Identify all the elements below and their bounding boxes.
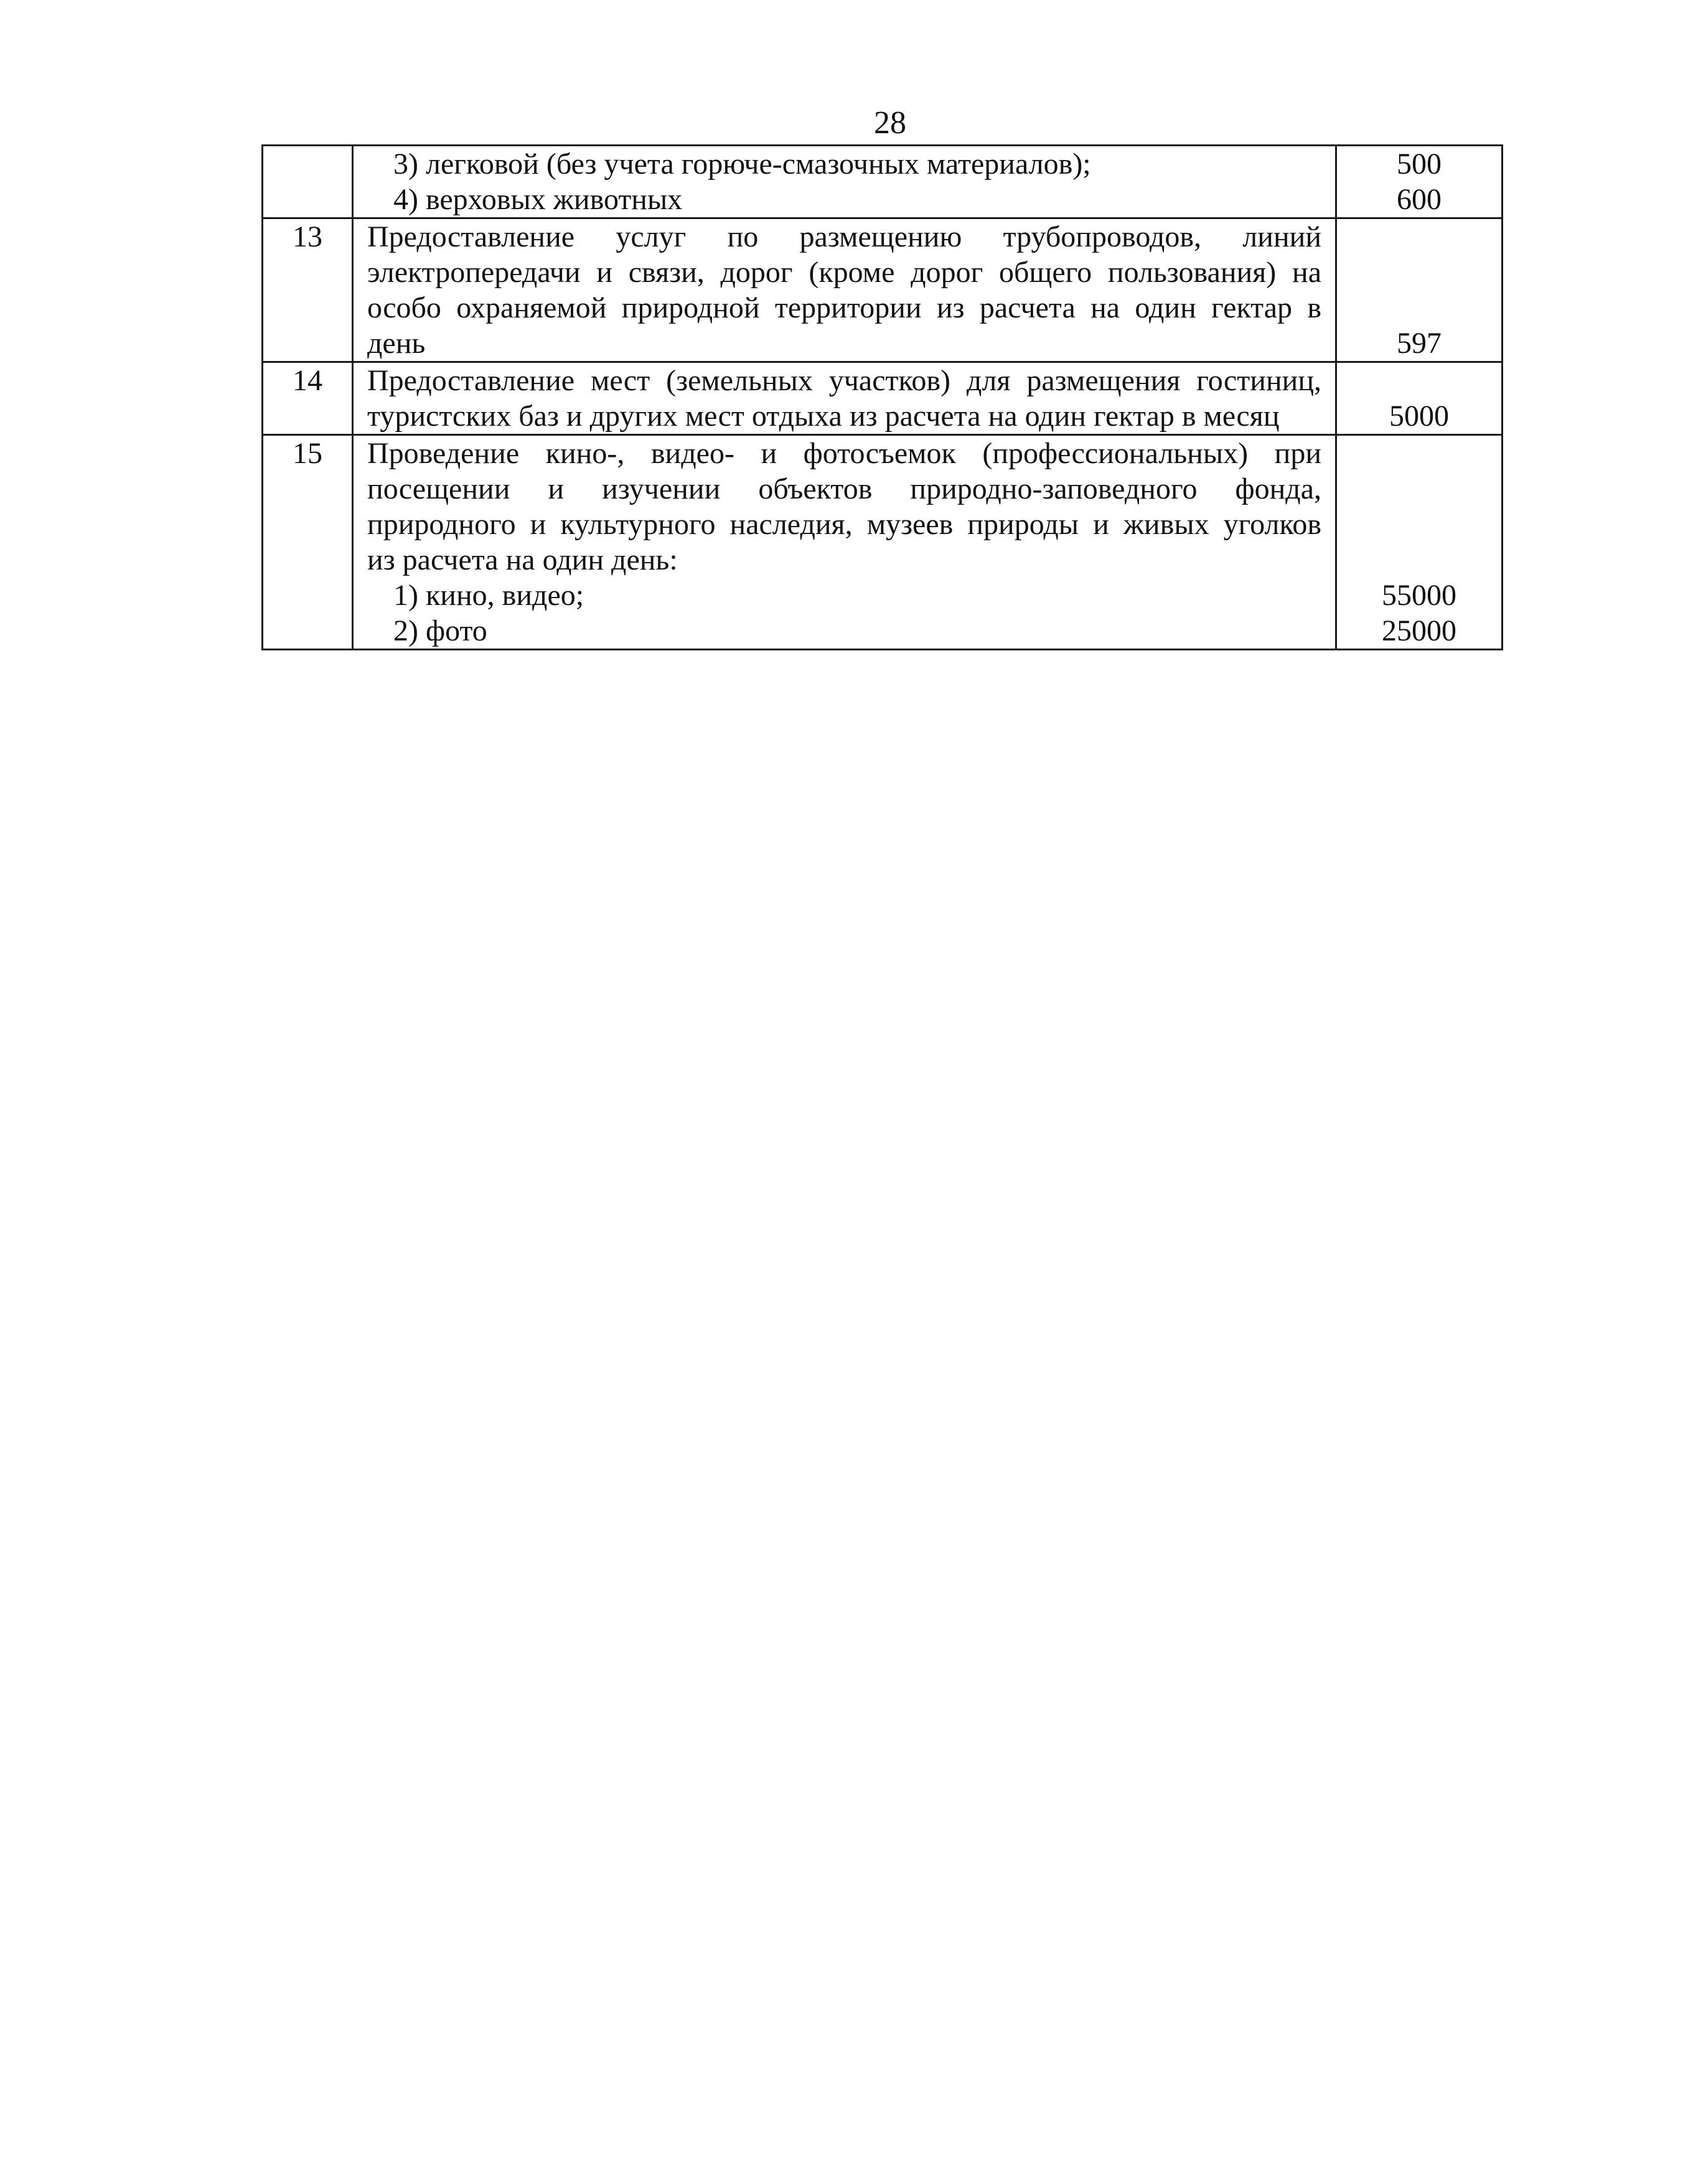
description-line: день bbox=[367, 327, 426, 360]
price-value: 55000 bbox=[1382, 579, 1456, 612]
price-cell bbox=[1336, 435, 1503, 650]
description-line: посещении и изучении объектов природно-заповедного фонда, bbox=[367, 472, 1321, 505]
price-value: 597 bbox=[1397, 327, 1442, 360]
price-value: 500 bbox=[1397, 148, 1442, 180]
price-cell bbox=[1336, 146, 1503, 218]
table-row bbox=[263, 146, 1503, 218]
service-description bbox=[353, 146, 1336, 218]
price-value: 600 bbox=[1397, 183, 1442, 216]
table-row bbox=[263, 435, 1503, 650]
page-number: 28 bbox=[874, 105, 906, 141]
row-number: 14 bbox=[263, 362, 353, 435]
description-line: Предоставление мест (земельных участков) для размещения гостиниц, bbox=[367, 364, 1321, 397]
description-line: электропередачи и связи, дорог (кроме дорог общего пользования) на bbox=[367, 256, 1321, 289]
price-cell bbox=[1336, 218, 1503, 362]
service-description bbox=[353, 362, 1336, 435]
description-line: Проведение кино-, видео- и фотосъемок (профессиональных) при bbox=[367, 437, 1321, 470]
list-item: 3) легковой (без учета горюче-смазочных материалов); bbox=[393, 148, 1091, 180]
table-row bbox=[263, 362, 1503, 435]
service-description bbox=[353, 435, 1336, 650]
list-item: 4) верховых животных bbox=[393, 183, 683, 216]
description-line: из расчета на один день: bbox=[367, 543, 678, 576]
price-cell bbox=[1336, 362, 1503, 435]
list-item: 2) фото bbox=[393, 614, 487, 647]
tariff-table bbox=[261, 144, 1503, 650]
description-line: природного и культурного наследия, музеев природы и живых уголков bbox=[367, 508, 1321, 541]
description-line: Предоставление услуг по размещению трубопроводов, линий bbox=[367, 220, 1321, 253]
price-value: 25000 bbox=[1382, 614, 1456, 647]
description-line: туристских баз и других мест отдыха из расчета на один гектар в месяц bbox=[367, 400, 1280, 433]
service-description bbox=[353, 218, 1336, 362]
row-number bbox=[263, 146, 353, 218]
description-line: особо охраняемой природной территории из расчета на один гектар в bbox=[367, 291, 1321, 324]
table-row bbox=[263, 218, 1503, 362]
list-item: 1) кино, видео; bbox=[393, 579, 584, 612]
row-number: 13 bbox=[263, 218, 353, 362]
price-value: 5000 bbox=[1389, 400, 1449, 433]
row-number: 15 bbox=[263, 435, 353, 650]
